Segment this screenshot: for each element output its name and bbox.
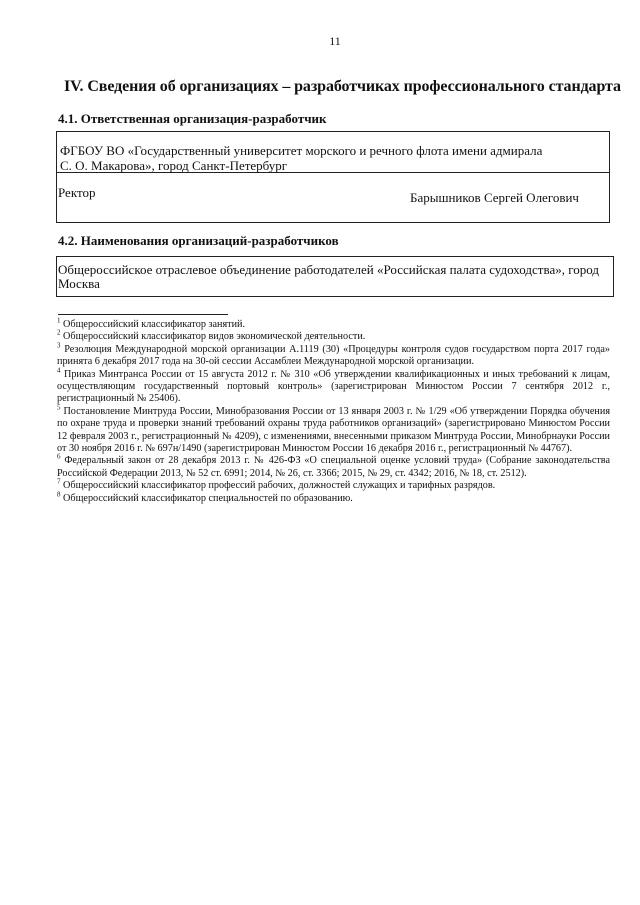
responsible-org-name-line1: ФГБОУ ВО «Государственный университет морского и речного флота имени адмирала	[60, 143, 543, 158]
footnote-separator	[58, 314, 228, 315]
footnote	[57, 477, 610, 492]
footnote	[57, 316, 610, 331]
footnote	[57, 331, 610, 343]
footnote-text: Приказ Минтранса России от 15 августа 2012 г. № 310 «Об утверждении квалификационных и иных требований к лицам, осуществляющим государственный портовый контроль» (зарегистрирован Минюстом России 7 сентября 2012 г., регистрационный № 25406).	[57, 368, 610, 405]
footnote	[57, 403, 611, 456]
footnote-text: Федеральный закон от 28 декабря 2013 г. № 426-ФЗ «О специальной оценке условий труда» (Собрание законодательства Российской Федерации 2013, № 52 ст. 6991; 2014, № 26, ст. 3366; 2015, № 29, ст. 4342; 2016, № 18, ст. 2512).	[57, 455, 610, 479]
footnote-number: 5	[57, 403, 61, 412]
footnote-text: Общероссийский классификатор занятий.	[63, 319, 246, 330]
footnote-number: 4	[57, 366, 61, 375]
developer-org-line1: Общероссийское отраслевое объединение работодателей «Российская палата судоходства», город	[58, 262, 599, 277]
footnote-text: Общероссийский классификатор профессий рабочих, должностей служащих и тарифных разрядов.	[63, 480, 496, 492]
signatory-position: Ректор	[58, 185, 96, 200]
footnote-text: Общероссийский классификатор видов экономической деятельности.	[63, 331, 366, 343]
footnote-number: 8	[57, 490, 61, 499]
footnote	[57, 490, 610, 505]
subsection-developer-orgs: 4.2. Наименования организаций-разработчиков	[58, 233, 339, 248]
section-title: IV. Сведения об организациях – разработчиках профессионального стандарта	[64, 78, 621, 95]
footnotes	[57, 316, 611, 505]
footnote	[57, 341, 611, 369]
signatory-name: Барышников Сергей Олегович	[410, 190, 579, 205]
footnote-number: 7	[57, 477, 61, 486]
footnote	[57, 366, 610, 406]
footnote-text: Общероссийский классификатор специальностей по образованию.	[63, 492, 353, 504]
page-number: 11	[329, 34, 341, 48]
footnote-text: Постановление Минтруда России, Минобразования России от 13 января 2003 г. № 1/29 «Об утверждении Порядка обучения по охране труда и проверки знаний требований охраны труда работников организаций» (зарегистрировано Минюстом России 12 февраля 2003 г., регистрационный № 4209), с изменениями, внесенными приказом Минтруда России, Минобрнауки России от 30 ноября 2016 г. № 697н/1490 (зарегистрирован Минюстом России 16 декабря 2016 г., регистрационный № 44767).	[57, 405, 611, 455]
footnote-number: 2	[57, 329, 61, 338]
footnote-number: 1	[57, 316, 61, 325]
subsection-responsible-org: 4.1. Ответственная организация-разработчик	[58, 111, 327, 126]
footnote-number: 3	[57, 341, 61, 350]
responsible-org-name-line2: С. О. Макарова», город Санкт-Петербург	[60, 158, 288, 173]
footnote	[57, 455, 610, 480]
footnote-text: Резолюция Международной морской организации A.1119 (30) «Процедуры контроля судов государством порта 2017 года» принята 6 декабря 2017 года на 30-ой сессии Ассамблеи Международной морской организации.	[57, 343, 611, 368]
developer-org-line2: Москва	[58, 276, 100, 291]
footnote-number: 6	[57, 453, 61, 462]
